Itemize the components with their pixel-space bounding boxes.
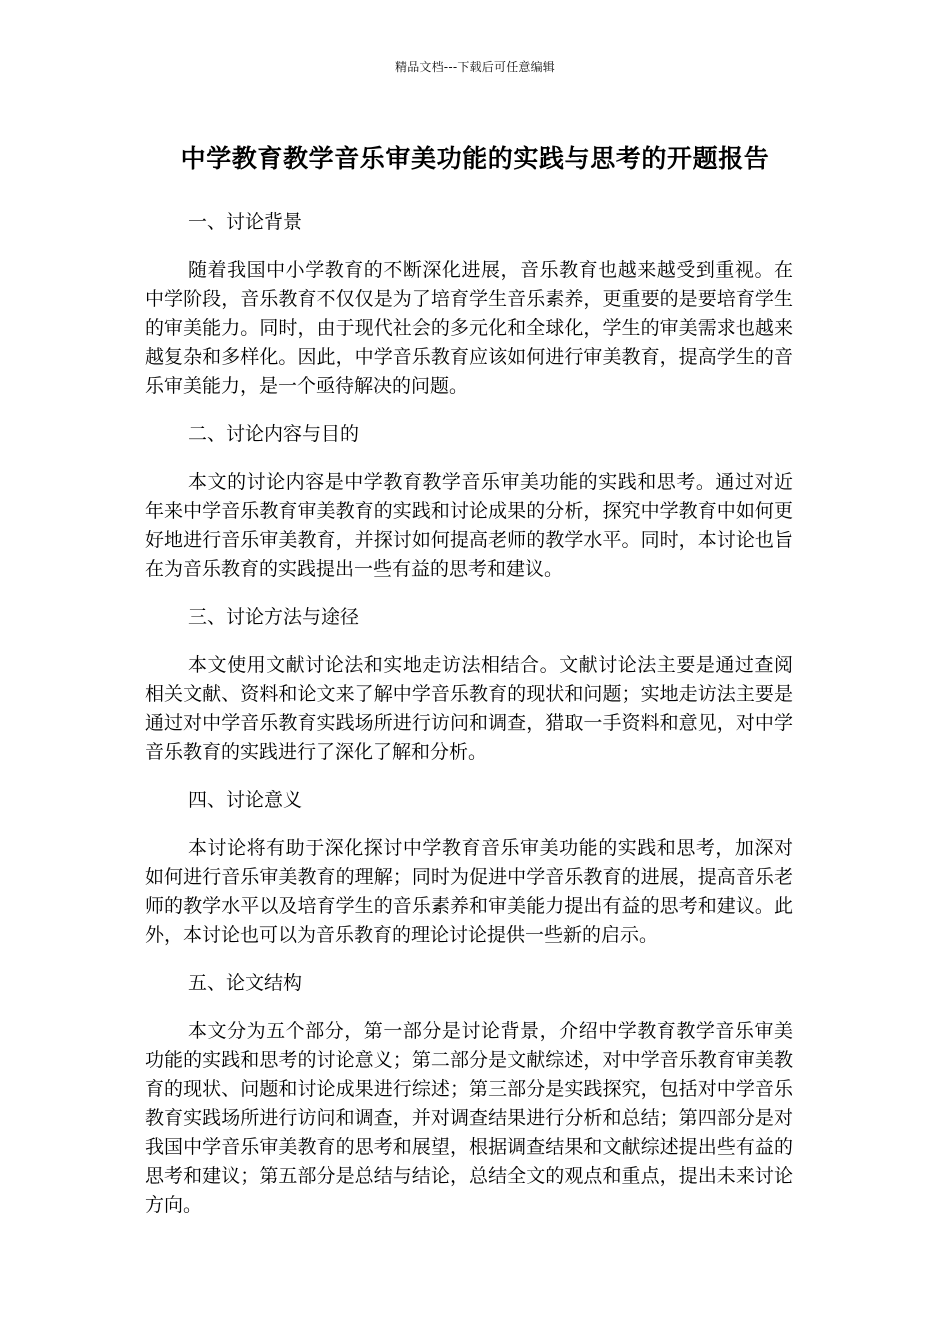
- section-heading-structure: 五、论文结构: [188, 972, 303, 994]
- section-paragraph-content-purpose: 本文的讨论内容是中学教育教学音乐审美功能的实践和思考。通过对近年来中学音乐教育审美教育的实践和讨论成果的分析，探究中学教育中如何更好地进行音乐审美教育，并探讨如何提高老师的教学水平。同时，本讨论也旨在为音乐教育的实践提出一些有益的思考和建议。: [145, 471, 793, 580]
- document-title: 中学教育教学音乐审美功能的实践与思考的开题报告: [180, 144, 770, 173]
- document-body: [145, 208, 793, 1239]
- section-paragraph-structure: 本文分为五个部分，第一部分是讨论背景，介绍中学教育教学音乐审美功能的实践和思考的讨论意义；第二部分是文献综述，对中学音乐教育审美教育的现状、问题和讨论成果进行综述；第三部分是实践探究，包括对中学音乐教育实践场所进行访问和调查，并对调查结果进行分析和总结；第四部分是对我国中学音乐审美教育的思考和展望，根据调查结果和文献综述提出些有益的思考和建议；第五部分是总结与结论，总结全文的观点和重点，提出未来讨论方向。: [145, 1020, 793, 1216]
- section-paragraph-background: 随着我国中小学教育的不断深化进展，音乐教育也越来越受到重视。在中学阶段，音乐教育不仅仅是为了培育学生音乐素养，更重要的是要培育学生的审美能力。同时，由于现代社会的多元化和全球化，学生的审美需求也越来越复杂和多样化。因此，中学音乐教育应该如何进行审美教育，提高学生的音乐审美能力，是一个亟待解决的问题。: [145, 259, 793, 397]
- section-heading-content-purpose: 二、讨论内容与目的: [188, 423, 360, 445]
- section-heading-background: 一、讨论背景: [188, 211, 303, 233]
- section-paragraph-significance: 本讨论将有助于深化探讨中学教育音乐审美功能的实践和思考，加深对如何进行音乐审美教育的理解；同时为促进中学音乐教育的进展，提高音乐老师的教学水平以及培育学生的音乐素养和审美能力提出有益的思考和建议。此外，本讨论也可以为音乐教育的理论讨论提供一些新的启示。: [145, 837, 793, 946]
- header-note: 精品文档---下载后可任意编辑: [395, 60, 555, 74]
- section-heading-significance: 四、讨论意义: [188, 789, 303, 811]
- section-paragraph-methods: 本文使用文献讨论法和实地走访法相结合。文献讨论法主要是通过查阅相关文献、资料和论文来了解中学音乐教育的现状和问题；实地走访法主要是通过对中学音乐教育实践场所进行访问和调查，猎取一手资料和意见，对中学音乐教育的实践进行了深化了解和分析。: [145, 654, 793, 763]
- section-heading-methods: 三、讨论方法与途径: [188, 606, 360, 628]
